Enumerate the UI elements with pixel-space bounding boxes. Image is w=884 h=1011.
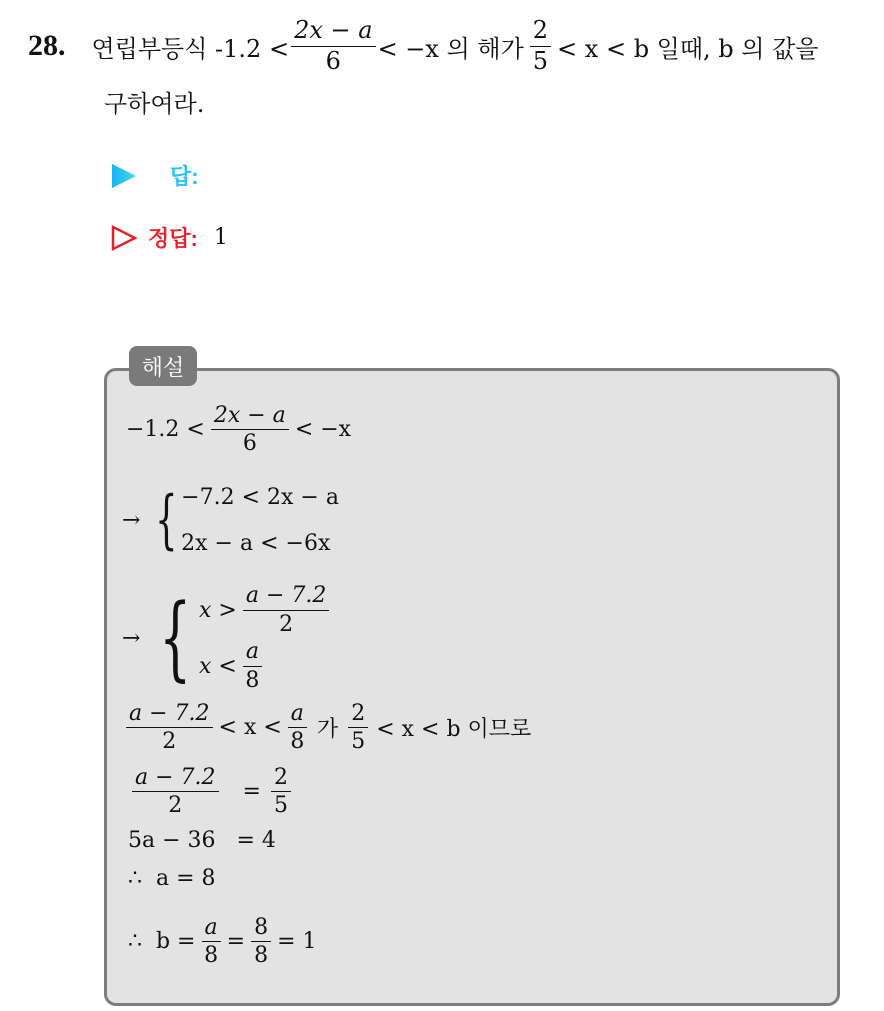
correct-answer-row bbox=[110, 222, 228, 253]
solution-line-6: 5a − 36 = 4 bbox=[128, 828, 276, 853]
system-1-row-b: 2x − a < −6x bbox=[181, 530, 331, 556]
solution-line-7: ∴ a = 8 bbox=[128, 866, 216, 891]
system-1-row-a: −7.2 < 2x − a bbox=[181, 484, 339, 510]
solution-system-1 bbox=[122, 474, 339, 566]
problem-fraction-2: $\frac{2}{5}$ bbox=[530, 18, 551, 73]
solution-fraction: $\frac{2x - a}{6}$ bbox=[211, 404, 289, 455]
solution-line-8: ∴ b = $\frac{a}{8}$ = $\frac{8}{8}$ = 1 bbox=[128, 915, 317, 969]
solution-tab: 해설 bbox=[129, 346, 197, 386]
question-number: 28. bbox=[28, 29, 66, 62]
answer-label: 답: bbox=[170, 164, 199, 189]
system-2-row-a: x > $\frac{a - 7.2}{2}$ bbox=[199, 582, 331, 638]
left-brace: { bbox=[155, 483, 178, 557]
solution-line-1: −1.2 < $\frac{2x - a}{6}$ < −x bbox=[126, 403, 352, 457]
solution-line-5: $\frac{a - 7.2}{2}$ = $\frac{2}{5}$ bbox=[130, 766, 293, 817]
problem-fraction-1: $\frac{2x - a}{6}$ bbox=[291, 18, 375, 73]
answer-row bbox=[110, 160, 199, 191]
system-2-row-b: x < $\frac{a}{8}$ bbox=[199, 638, 331, 694]
problem-text-3: < x < b 일때, b 의 값을 bbox=[557, 34, 819, 63]
solution-system-2 bbox=[122, 582, 331, 694]
problem-text-2: < −x 의 해가 bbox=[377, 34, 524, 63]
problem-text-1: 연립부등식 -1.2 < bbox=[91, 34, 290, 63]
solution-line-4: $\frac{a - 7.2}{2}$ < x < $\frac{a}{8}$ 가 $\frac{2}{5}$ < x < b 이므로 bbox=[124, 702, 531, 753]
left-brace: { bbox=[159, 584, 192, 691]
problem-line-2: 구하여라. bbox=[104, 90, 205, 118]
correct-answer-label: 정답: bbox=[148, 226, 198, 251]
problem-line-1 bbox=[28, 18, 818, 74]
correct-answer-value: 1 bbox=[213, 225, 228, 250]
outline-triangle-icon bbox=[110, 224, 138, 252]
arrow-icon: → bbox=[122, 625, 141, 651]
arrow-icon: → bbox=[122, 507, 141, 533]
play-triangle-icon bbox=[110, 162, 138, 190]
